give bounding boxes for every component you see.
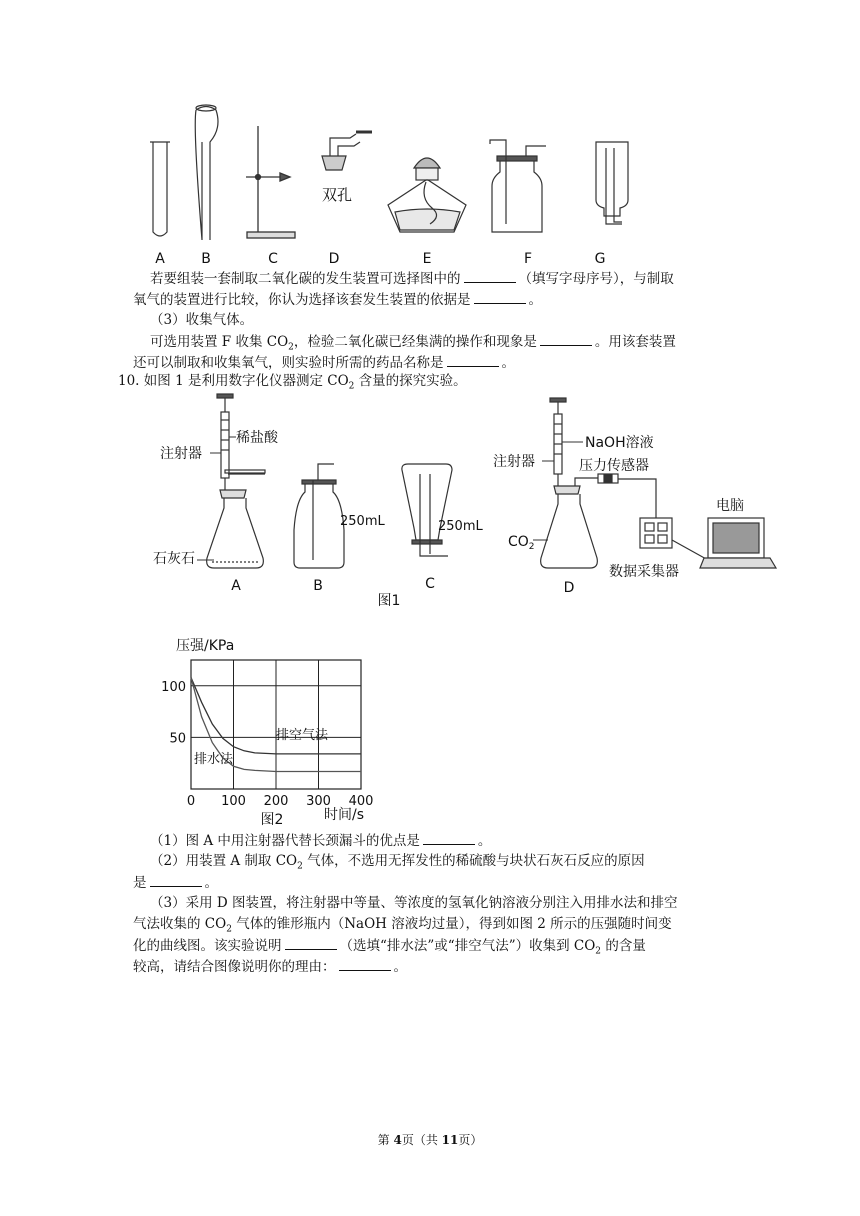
- chart-xlabel: 时间/s: [324, 807, 365, 823]
- q10-sub3-line3: 化的曲线图。该实验说明 （选填“排水法”或“排空气法”）收集到 $CO_2$ 的含量: [133, 938, 646, 957]
- q9-line1: [150, 270, 674, 288]
- q10-sub3-line2: 气法收集的 $CO_2$ 气体的锥形瓶内（NaOH 溶液均过量），得到如图 2 所示的压强随时间变: [133, 916, 672, 935]
- answer-blank[interactable]: [150, 874, 202, 887]
- label-naoh: NaOH溶液: [585, 435, 654, 451]
- app-label-e: E: [422, 251, 432, 267]
- q9-line2a: 氧气的装置进行比较，你认为选择该套发生装置的依据是: [133, 292, 471, 308]
- x-tick-label: 400: [348, 794, 374, 809]
- q10-q3d: 化的曲线图。该实验说明: [133, 938, 282, 954]
- label-vol-c: 250mL: [438, 519, 483, 534]
- q10-q2b: 气体，不选用无挥发性的稀硫酸与块状石灰石反应的原因: [302, 853, 645, 869]
- app-label-g: G: [594, 251, 606, 267]
- q10-q1a: （1）图 A 中用注射器代替长颈漏斗的优点是: [150, 833, 420, 849]
- q10-q3f: 的含量: [601, 938, 646, 954]
- q9-line3b: ，检验二氧化碳已经集满的操作和现象是: [293, 334, 537, 350]
- q9-line3: 可选用装置 F 收集 $CO_2$，检验二氧化碳已经集满的操作和现象是 。用该套装置: [150, 334, 676, 353]
- answer-blank[interactable]: [339, 958, 391, 971]
- app-label-d: D: [328, 251, 340, 267]
- q10-q3g: 较高，请结合图像说明你的理由：: [133, 959, 336, 975]
- label-syringe-a: 注射器: [160, 446, 202, 462]
- footer-suffix: 页）: [458, 1133, 483, 1147]
- label-syringe-d: 注射器: [493, 454, 535, 470]
- label-computer: 电脑: [716, 498, 744, 514]
- app-label-a: A: [155, 251, 165, 267]
- answer-blank[interactable]: [540, 333, 592, 346]
- x-tick-label: 0: [186, 794, 196, 809]
- q9-sub3: （3）收集气体。: [150, 312, 254, 328]
- page-footer: [0, 1131, 860, 1148]
- gas-bottle-g: [596, 142, 628, 224]
- app-label-b: B: [201, 251, 211, 267]
- q10-stem-a: 如图 1 是利用数字化仪器测定 CO: [143, 373, 349, 389]
- figure-1: [0, 390, 860, 610]
- q9-line4a: 还可以制取和收集氧气，则实验时所需的药品名称是: [133, 355, 444, 371]
- answer-blank[interactable]: [464, 270, 516, 283]
- answer-blank[interactable]: [447, 354, 499, 367]
- q9-line1b: （填写字母序号），与制取: [518, 271, 674, 287]
- q10-sub2: （2）用装置 A 制取 $CO_2$ 气体，不选用无挥发性的稀硫酸与块状石灰石反应的原因: [150, 853, 645, 872]
- iron-stand-c: [246, 126, 295, 238]
- stopper-d: [322, 132, 372, 170]
- label-acid: 稀盐酸: [236, 430, 278, 446]
- label-vol-b: 250mL: [340, 514, 385, 529]
- q10-q3b: 气法收集的 CO: [133, 916, 227, 932]
- y-tick-label: 100: [161, 679, 186, 695]
- chart-ticks: [161, 680, 373, 809]
- q9-line3c: 。用该套装置: [594, 334, 676, 350]
- q10-q2a: （2）用装置 A 制取 CO: [150, 853, 298, 869]
- label-collector: 数据采集器: [609, 564, 679, 580]
- series-label-air: 排空气法: [276, 728, 329, 743]
- label-c-fig1: C: [425, 576, 435, 592]
- label-b-fig1: B: [313, 578, 323, 594]
- label-a-fig1: A: [231, 578, 241, 594]
- d-note-label: 双孔: [322, 186, 353, 204]
- q9-line1a: 若要组装一套制取二氧化碳的发生装置可选择图中的: [150, 271, 461, 287]
- q9-line2b: 。: [528, 292, 542, 308]
- footer-total-pages: 11: [441, 1133, 459, 1147]
- q10-q2d: 。: [204, 875, 218, 891]
- q10-sub3-line1: （3）采用 D 图装置，将注射器中等量、等浓度的氢氧化钠溶液分别注入用排水法和排空: [150, 895, 678, 911]
- apparatus-d: [541, 398, 776, 568]
- app-label-f: F: [523, 251, 533, 267]
- alcohol-lamp-e: [388, 158, 466, 232]
- q9-line3a: 可选用装置 F 收集 CO: [150, 334, 289, 350]
- footer-prefix: 第: [377, 1133, 394, 1147]
- series-label-water: 排水法: [194, 752, 234, 767]
- y-tick-label: 50: [169, 731, 186, 747]
- gas-bottle-f: [490, 140, 546, 232]
- funnel-b: [195, 105, 218, 240]
- q10-number: 10.: [118, 373, 140, 389]
- answer-blank[interactable]: [423, 832, 475, 845]
- answer-blank[interactable]: [474, 291, 526, 304]
- pressure-time-chart: [0, 600, 860, 830]
- x-tick-label: 100: [221, 794, 246, 809]
- chart-caption: 图2: [260, 812, 284, 828]
- q9-line2: [133, 291, 542, 309]
- q10-q3c: 气体的锥形瓶内（NaOH 溶液均过量），得到如图 2 所示的压强随时间变: [231, 916, 672, 932]
- figure-1-caption: 图1: [377, 593, 401, 609]
- q9-line4: [133, 354, 515, 372]
- app-label-c: C: [268, 251, 278, 267]
- q10-q3h: 。: [393, 959, 407, 975]
- q10-sub3-line4: [133, 958, 407, 976]
- q9-line4b: 。: [501, 355, 515, 371]
- apparatus-c: [402, 464, 452, 556]
- x-tick-label: 200: [263, 794, 289, 809]
- apparatus-figure: [0, 0, 860, 270]
- x-tick-label: 300: [306, 794, 331, 809]
- q10-sub1: [150, 832, 491, 850]
- test-tube-a: [150, 142, 170, 236]
- q10-q3e: （选填“排水法”或“排空气法”）收集到 CO: [339, 938, 596, 954]
- answer-blank[interactable]: [285, 937, 337, 950]
- label-d-fig1: D: [563, 580, 575, 596]
- label-limestone: 石灰石: [153, 551, 195, 567]
- chart-ylabel: 压强/KPa: [176, 638, 235, 654]
- apparatus-b: [294, 464, 344, 568]
- label-pressure-sensor: 压力传感器: [579, 458, 649, 474]
- footer-page-number: 4: [393, 1133, 402, 1147]
- label-co2: $CO_2$: [508, 534, 535, 552]
- q10-stem-b: 含量的探究实验。: [354, 373, 467, 389]
- q10-sub2-cont: [133, 874, 218, 892]
- q10-q1b: 。: [477, 833, 492, 849]
- apparatus-a: [207, 394, 265, 568]
- q10-q2c: 是: [133, 875, 147, 891]
- q10-stem: 10. 如图 1 是利用数字化仪器测定 $CO_2$ 含量的探究实验。: [118, 373, 467, 392]
- footer-middle: 页（共: [401, 1133, 442, 1147]
- chart-grid: [191, 660, 361, 789]
